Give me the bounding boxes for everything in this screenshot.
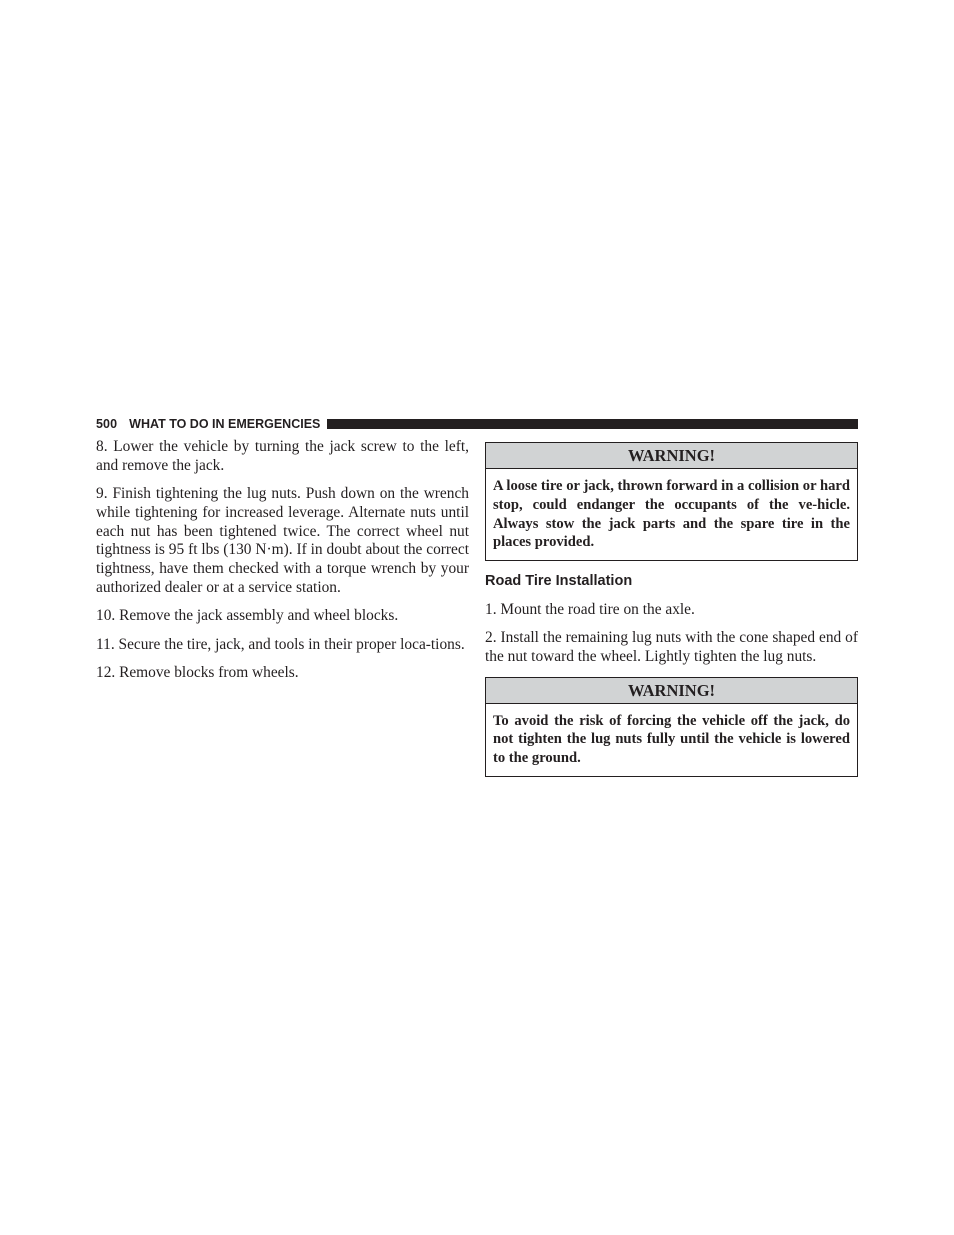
warning-text: To avoid the risk of forcing the vehicle off the jack, do not tighten the lug nuts fully until the vehicle is lowered to the ground.	[493, 712, 850, 767]
step-10: 10. Remove the jack assembly and wheel blocks.	[96, 607, 399, 625]
step-11: 11. Secure the tire, jack, and tools in their proper loca-tions.	[96, 635, 465, 653]
road-step-1: 1. Mount the road tire on the axle.	[485, 601, 695, 619]
step-8: 8. Lower the vehicle by turning the jack screw to the left, and remove the jack.	[96, 438, 469, 474]
step-9: 9. Finish tightening the lug nuts. Push down on the wrench while tightening for increased leverage. Alternate nuts until each nut has been tightened twice. The correct wheel nut tightness is 95 ft lbs (130 N·m). If in doubt about the correct tightness, have them checked with a torque wrench by your authorized dealer or at a service station.	[96, 485, 469, 597]
warning-title: WARNING!	[486, 678, 857, 704]
right-column	[485, 442, 858, 789]
page-header	[96, 417, 858, 431]
warning-text: A loose tire or jack, thrown forward in a collision or hard stop, could endanger the occupants of the ve-hicle. Always stow the jack parts and the spare tire in the places provided.	[493, 478, 850, 551]
left-column	[96, 438, 469, 692]
header-rule	[327, 419, 858, 429]
section-title: WHAT TO DO IN EMERGENCIES	[129, 417, 321, 431]
warning-title: WARNING!	[486, 443, 857, 469]
warning-box-lug-nuts	[485, 677, 858, 777]
road-step-2: 2. Install the remaining lug nuts with the cone shaped end of the nut toward the wheel. Lightly tighten the lug nuts.	[485, 629, 858, 666]
step-12: 12. Remove blocks from wheels.	[96, 663, 299, 681]
section-heading: Road Tire Installation	[485, 573, 633, 590]
warning-box-loose-tire	[485, 442, 858, 561]
page-number: 500	[96, 417, 118, 431]
